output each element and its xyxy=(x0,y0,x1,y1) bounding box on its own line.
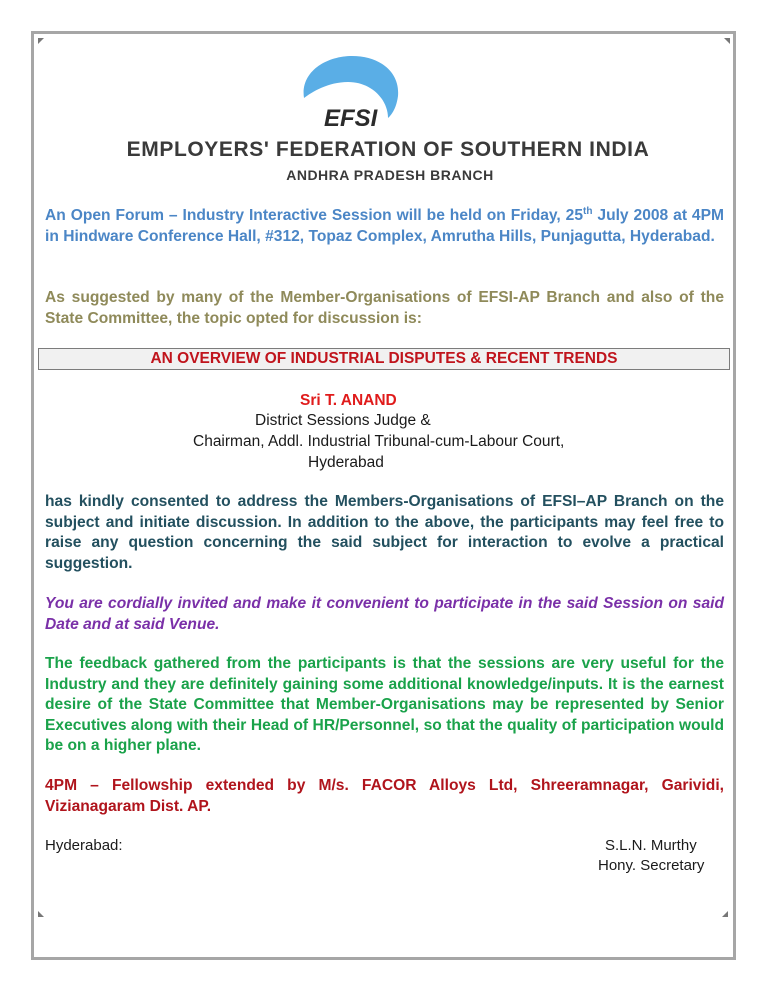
discussion-topic: AN OVERVIEW OF INDUSTRIAL DISPUTES & RECENT TRENDS xyxy=(38,348,730,370)
corner-mark-top-left xyxy=(38,38,44,44)
announcement-ordinal-suffix: th xyxy=(583,205,593,217)
feedback-paragraph: The feedback gathered from the participants is that the sessions are very useful for the Industry and they are definitely gaining some additional knowledge/inputs. It is the earnest desire of the State Committee that Member-Organisations may be represented by Senior Executives along with their Head of HR/Personnel, so that the quality of participation would be on a higher plane. xyxy=(45,655,724,754)
speaker-title-line-2: Chairman, Addl. Industrial Tribunal-cum-Labour Court, xyxy=(193,433,565,450)
efsi-logo xyxy=(296,52,406,132)
speaker-name: Sri T. ANAND xyxy=(300,392,397,409)
signatory-designation: Hony. Secretary xyxy=(598,857,705,874)
footer-place: Hyderabad: xyxy=(45,837,123,854)
announcement-text-1: An Open Forum – Industry Interactive Session will be held on Friday, 25 xyxy=(45,207,584,224)
corner-mark-top-right xyxy=(724,38,730,44)
corner-mark-bottom-left xyxy=(38,911,44,917)
speaker-title-line-3: Hyderabad xyxy=(308,454,384,471)
organization-name: EMPLOYERS' FEDERATION OF SOUTHERN INDIA xyxy=(126,138,650,161)
organization-branch: ANDHRA PRADESH BRANCH xyxy=(286,167,494,183)
suggestion-paragraph: As suggested by many of the Member-Organisations of EFSI-AP Branch and also of the State Committee, the topic opted for discussion is: xyxy=(45,289,724,327)
consent-paragraph: has kindly consented to address the Members-Organisations of EFSI–AP Branch on the subject and initiate discussion. In addition to the above, the participants may feel free to raise any question concerning the said subject for interaction to evolve a practical suggestion. xyxy=(45,493,724,572)
invitation-paragraph: You are cordially invited and make it convenient to participate in the said Session on said Date and at said Venue. xyxy=(45,595,724,633)
speaker-title-line-1: District Sessions Judge & xyxy=(255,412,431,429)
signatory-name: S.L.N. Murthy xyxy=(605,837,697,854)
announcement-text-2: July 2008 at 4PM in Hindware Conference Hall, #312, Topaz Complex, Amrutha Hills, Punjagutta, Hyderabad. xyxy=(45,207,724,245)
fellowship-paragraph: 4PM – Fellowship extended by M/s. FACOR Alloys Ltd, Shreeramnagar, Garividi, Vizianagaram Dist. AP. xyxy=(45,777,724,815)
announcement-paragraph xyxy=(45,206,724,247)
efsi-logo-graphic xyxy=(296,52,406,132)
efsi-logo-text: EFSI xyxy=(324,105,378,132)
corner-mark-bottom-right xyxy=(722,911,728,917)
